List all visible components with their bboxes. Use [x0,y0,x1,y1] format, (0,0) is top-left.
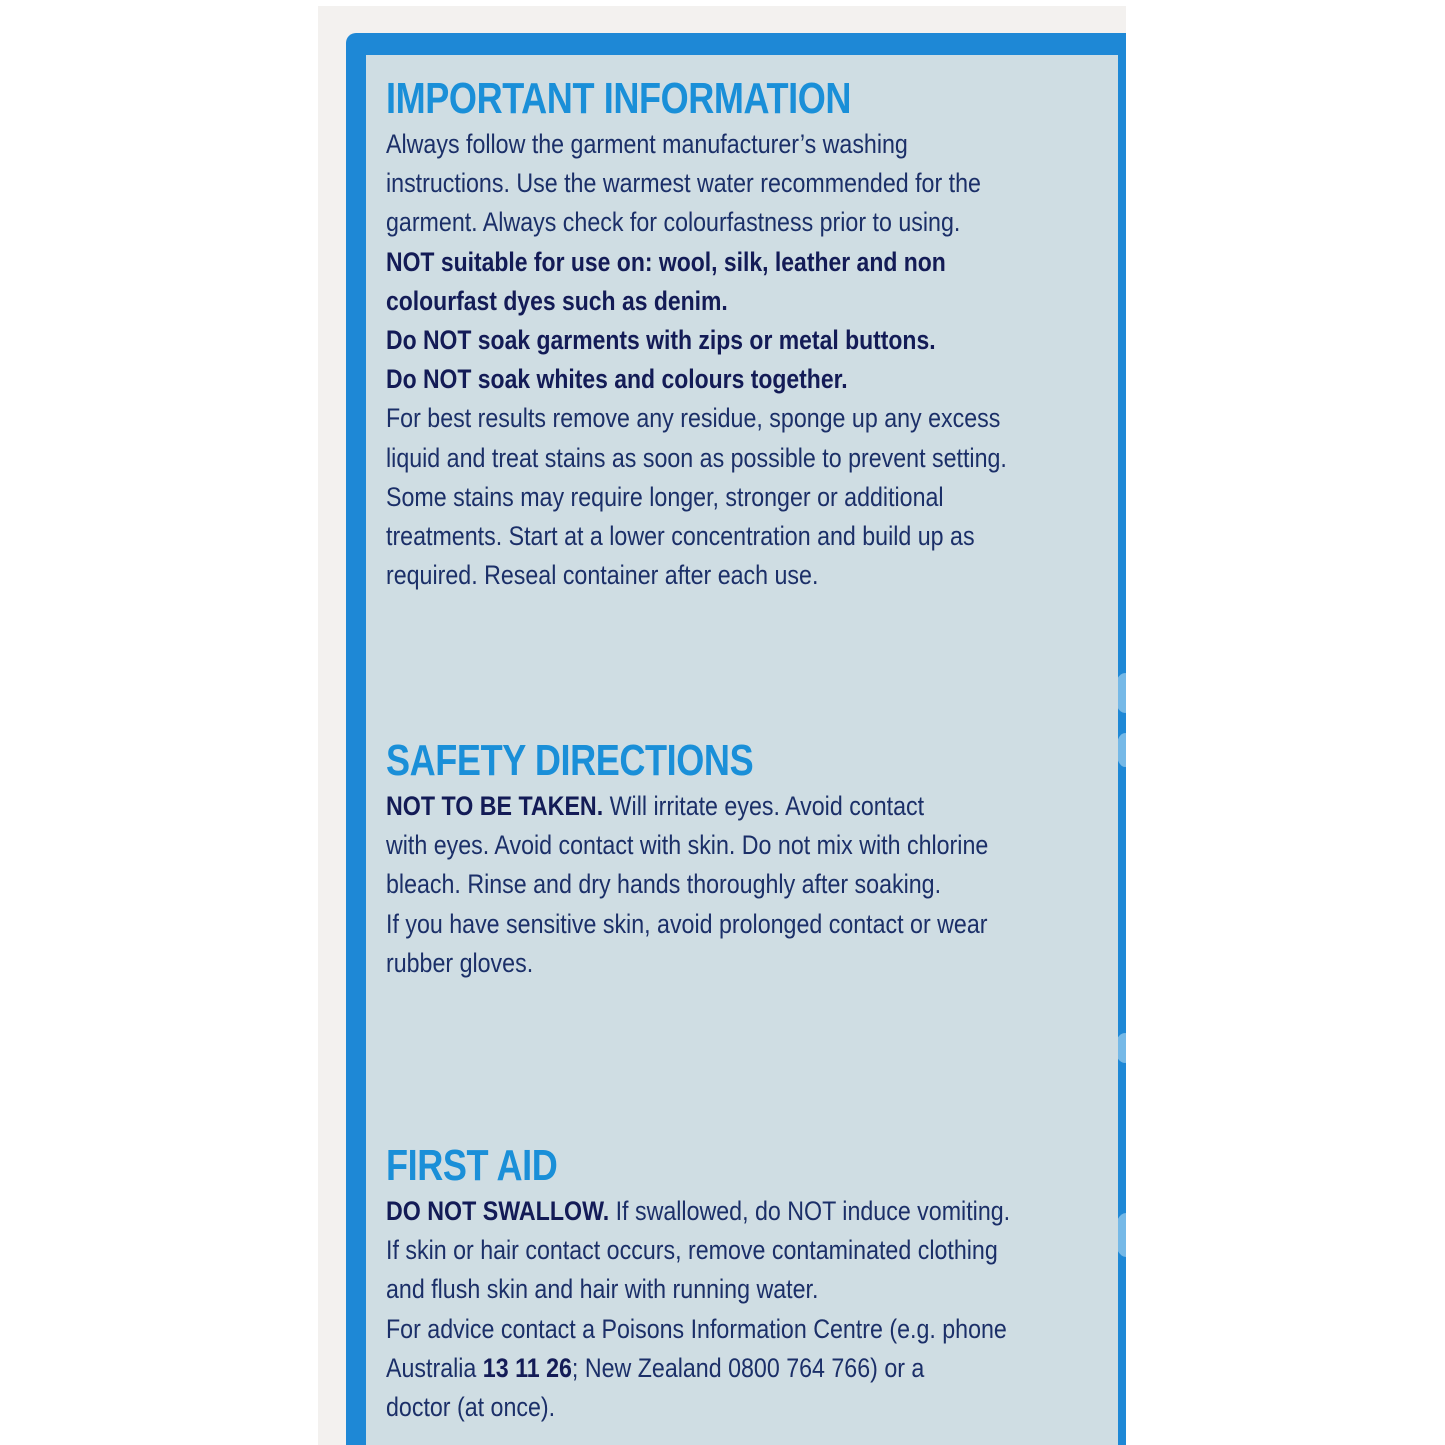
safety-directions-heading: SAFETY DIRECTIONS [386,736,754,785]
important-information-heading: IMPORTANT INFORMATION [386,74,852,123]
poisons-phone-australia: 13 11 26 [482,1352,572,1383]
first-aid-line-6: doctor (at once). [386,1391,556,1422]
first-aid-line-3: and flush skin and hair with running water. [386,1274,819,1305]
safety-warning-bold: NOT TO BE TAKEN. [386,791,604,821]
first-aid-line-5-post: ; New Zealand 0800 764 766) or a [571,1352,925,1383]
important-line-1: Always follow the garment manufacturer’s washing [386,129,908,159]
safety-line-4: If you have sensitive skin, avoid prolonged contact or wear [386,908,988,939]
safety-line-1 [386,787,1005,826]
first-aid-line-1 [386,1192,1011,1231]
safety-line-1-text: Will irritate eyes. Avoid contact [603,791,925,821]
important-line-9: liquid and treat stains as soon as possible to prevent setting. [386,442,1007,473]
important-warning-line-1: NOT suitable for use on: wool, silk, leather and non [386,246,946,277]
safety-line-5: rubber gloves. [386,947,534,978]
safety-directions-section [386,735,1106,983]
important-line-8: For best results remove any residue, sponge up any excess [386,403,1001,434]
first-aid-line-4: For advice contact a Poisons Information Centre (e.g. phone [386,1313,1007,1344]
first-aid-warning-bold: DO NOT SWALLOW. [386,1196,610,1226]
first-aid-line-5-pre: Australia [386,1352,483,1383]
safety-line-3: bleach. Rinse and dry hands thoroughly after soaking. [386,869,942,900]
first-aid-heading: FIRST AID [386,1141,558,1190]
important-information-section [386,73,1106,595]
label-blue-frame [346,33,1126,1445]
important-line-12: required. Reseal container after each use. [386,560,819,591]
important-line-10: Some stains may require longer, stronger or additional [386,481,944,512]
safety-line-2: with eyes. Avoid contact with skin. Do not mix with chlorine [386,830,989,861]
important-line-11: treatments. Start at a lower concentration and build up as [386,520,975,551]
important-warning-line-4: Do NOT soak whites and colours together. [386,364,848,395]
important-warning-line-2: colourfast dyes such as denim. [386,285,728,316]
first-aid-line-5 [386,1349,1005,1388]
important-line-2: instructions. Use the warmest water recommended for the [386,168,981,199]
first-aid-section [386,1140,1106,1427]
important-warning-line-3: Do NOT soak garments with zips or metal buttons. [386,324,936,355]
instructions-panel [366,55,1118,1445]
first-aid-line-1-text: If swallowed, do NOT induce vomiting. [609,1196,1011,1226]
important-line-3: garment. Always check for colourfastness prior to using. [386,207,961,238]
first-aid-line-2: If skin or hair contact occurs, remove contaminated clothing [386,1235,998,1266]
